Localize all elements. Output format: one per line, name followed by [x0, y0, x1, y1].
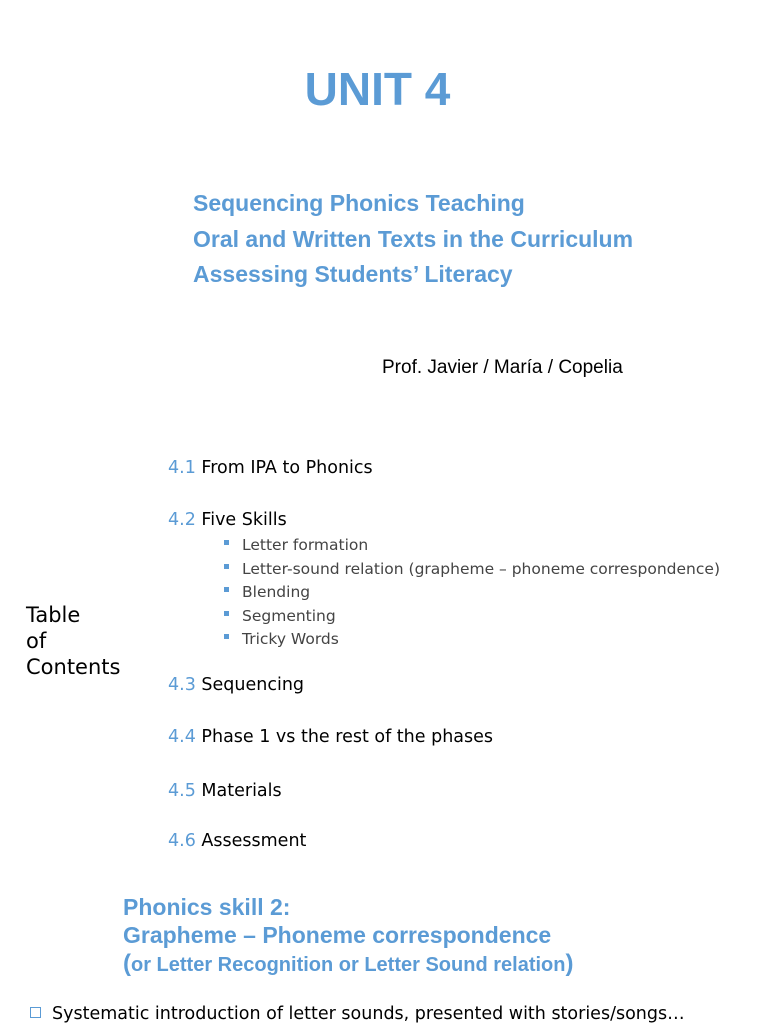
- square-bullet-icon: [224, 611, 229, 616]
- list-item-text: Segmenting: [242, 606, 336, 625]
- subtitle-line: Assessing Students’ Literacy: [193, 261, 513, 287]
- list-item: [224, 558, 720, 582]
- toc-label-line: of: [26, 629, 47, 653]
- list-item-text: Tricky Words: [242, 630, 339, 649]
- toc-item: [168, 780, 282, 802]
- toc-text: Materials: [201, 781, 282, 801]
- toc-item: [168, 509, 287, 531]
- toc-item: [168, 726, 493, 748]
- section-heading: [123, 894, 573, 979]
- toc-label: [26, 602, 120, 680]
- toc-number: 4.5: [168, 781, 196, 801]
- toc-number: 4.4: [168, 727, 196, 747]
- bullet-item: [30, 1002, 685, 1026]
- paren-close: ): [565, 950, 574, 977]
- professors-credit: Prof. Javier / María / Copelia: [382, 357, 623, 378]
- bullet-text: Systematic introduction of letter sounds, presented with stories/songs…: [52, 1004, 685, 1024]
- toc-text: Assessment: [201, 831, 307, 851]
- toc-text: Sequencing: [201, 675, 305, 695]
- page-title: UNIT 4: [304, 63, 451, 115]
- list-item-text: Letter formation: [242, 536, 369, 554]
- subtitle-line: Oral and Written Texts in the Curriculum: [193, 225, 634, 252]
- toc-text: From IPA to Phonics: [201, 458, 373, 478]
- subtitle-block: [193, 186, 633, 293]
- five-skills-list: [224, 534, 720, 652]
- toc-text: Five Skills: [201, 510, 287, 530]
- list-item: [224, 605, 720, 629]
- heading-line: Grapheme – Phoneme correspondence: [123, 922, 552, 948]
- heading-line: [123, 950, 573, 979]
- subtitle-line: Sequencing Phonics Teaching: [193, 190, 525, 216]
- toc-label-line: Contents: [26, 655, 121, 679]
- list-item-text: Letter-sound relation (grapheme – phoneme correspondence): [242, 559, 720, 578]
- paren-open: (: [123, 950, 131, 977]
- toc-number: 4.2: [168, 510, 196, 530]
- toc-text: Phase 1 vs the rest of the phases: [201, 727, 494, 747]
- square-bullet-icon: [224, 564, 229, 569]
- toc-item: [168, 674, 304, 696]
- heading-line: Phonics skill 2:: [123, 894, 291, 920]
- checkbox-icon: [30, 1007, 41, 1018]
- list-item-text: Blending: [242, 583, 311, 602]
- list-item: [224, 628, 720, 652]
- square-bullet-icon: [224, 540, 229, 545]
- list-item: [224, 534, 720, 558]
- list-item: [224, 581, 720, 605]
- heading-subtext: or Letter Recognition or Letter Sound relation: [131, 954, 566, 976]
- toc-item: [168, 830, 306, 852]
- toc-item: [168, 457, 373, 479]
- square-bullet-icon: [224, 587, 229, 592]
- toc-label-line: Table: [26, 603, 81, 627]
- toc-number: 4.3: [168, 675, 196, 695]
- toc-number: 4.1: [168, 458, 196, 478]
- toc-number: 4.6: [168, 831, 196, 851]
- square-bullet-icon: [224, 634, 229, 639]
